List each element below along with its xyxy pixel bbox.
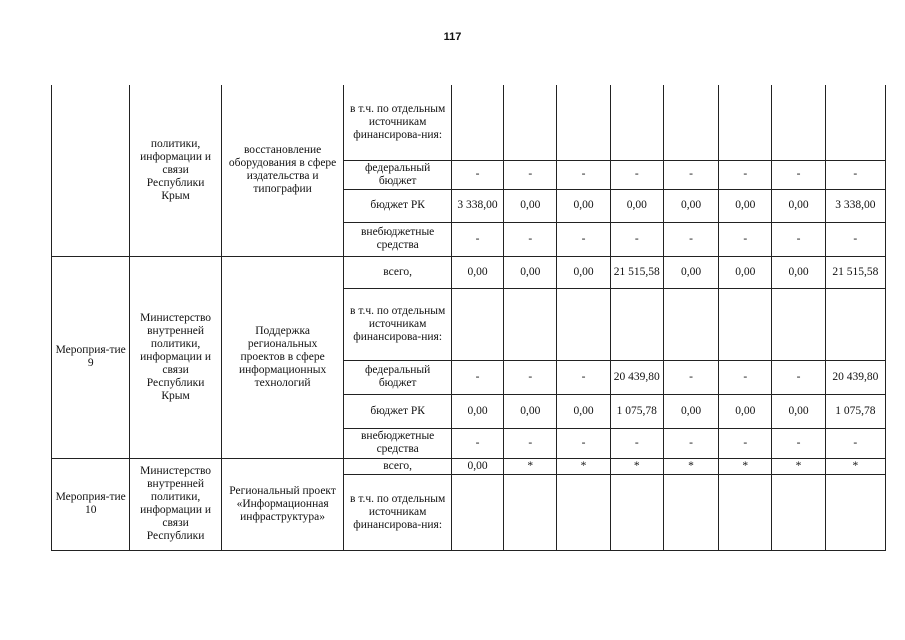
executor-cell: Министерство внутренней политики, информации и связи Республики	[130, 458, 221, 550]
value-cell: 0,00	[504, 394, 557, 428]
value-cell: -	[504, 160, 557, 189]
value-cell	[825, 85, 885, 160]
value-cell: 0,00	[504, 189, 557, 222]
value-cell: 0,00	[772, 394, 825, 428]
source-label: всего,	[344, 256, 452, 288]
value-cell	[504, 474, 557, 550]
project-cell: Поддержка региональных проектов в сфере информационных технологий	[221, 256, 344, 458]
source-label: в т.ч. по отдельным источникам финансирова-ния:	[344, 474, 452, 550]
value-cell: -	[825, 160, 885, 189]
value-cell: 20 439,80	[610, 360, 663, 394]
value-cell	[772, 474, 825, 550]
value-cell	[451, 288, 503, 360]
value-cell	[772, 288, 825, 360]
source-label: в т.ч. по отдельным источникам финансирова-ния:	[344, 85, 452, 160]
value-cell: 0,00	[451, 458, 503, 474]
value-cell: *	[825, 458, 885, 474]
table-row	[52, 458, 886, 474]
value-cell: -	[451, 360, 503, 394]
value-cell: -	[557, 360, 610, 394]
event-cell: Мероприя-тие 9	[52, 256, 130, 458]
page-number: 117	[443, 31, 462, 43]
value-cell: -	[504, 360, 557, 394]
executor-cell: политики, информации и связи Республики Крым	[130, 85, 221, 256]
table-row	[52, 256, 886, 288]
value-cell: *	[557, 458, 610, 474]
value-cell: 0,00	[772, 189, 825, 222]
value-cell: 1 075,78	[610, 394, 663, 428]
value-cell: 0,00	[451, 394, 503, 428]
value-cell: *	[504, 458, 557, 474]
value-cell: -	[557, 428, 610, 458]
value-cell: -	[719, 160, 772, 189]
value-cell: 0,00	[719, 394, 772, 428]
value-cell: 21 515,58	[825, 256, 885, 288]
value-cell	[825, 474, 885, 550]
source-label: всего,	[344, 458, 452, 474]
value-cell	[610, 288, 663, 360]
value-cell: 0,00	[557, 256, 610, 288]
value-cell: 0,00	[610, 189, 663, 222]
value-cell: 0,00	[719, 189, 772, 222]
value-cell: 0,00	[663, 189, 718, 222]
value-cell: 0,00	[772, 256, 825, 288]
value-cell	[663, 288, 718, 360]
value-cell	[451, 474, 503, 550]
value-cell: -	[451, 160, 503, 189]
source-label: федеральный бюджет	[344, 160, 452, 189]
value-cell: 3 338,00	[825, 189, 885, 222]
value-cell	[610, 85, 663, 160]
value-cell: -	[772, 160, 825, 189]
value-cell	[719, 85, 772, 160]
project-cell: восстановление оборудования в сфере издательства и типографии	[221, 85, 344, 256]
value-cell: -	[663, 428, 718, 458]
value-cell: -	[663, 360, 718, 394]
value-cell: -	[719, 222, 772, 256]
value-cell	[719, 288, 772, 360]
value-cell: 0,00	[663, 256, 718, 288]
source-label: в т.ч. по отдельным источникам финансирова-ния:	[344, 288, 452, 360]
event-cell	[52, 85, 130, 256]
value-cell: 20 439,80	[825, 360, 885, 394]
source-label: федеральный бюджет	[344, 360, 452, 394]
value-cell	[504, 288, 557, 360]
source-label: бюджет РК	[344, 189, 452, 222]
value-cell: -	[610, 428, 663, 458]
value-cell: 21 515,58	[610, 256, 663, 288]
value-cell	[825, 288, 885, 360]
funding-table	[51, 85, 886, 551]
value-cell: -	[772, 360, 825, 394]
value-cell	[557, 288, 610, 360]
value-cell	[557, 85, 610, 160]
value-cell: -	[719, 360, 772, 394]
value-cell: 0,00	[719, 256, 772, 288]
value-cell: -	[504, 222, 557, 256]
value-cell: -	[663, 222, 718, 256]
value-cell	[451, 85, 503, 160]
value-cell: 0,00	[557, 394, 610, 428]
value-cell: 0,00	[663, 394, 718, 428]
value-cell	[663, 85, 718, 160]
table-row	[52, 85, 886, 160]
source-label: внебюджетные средства	[344, 222, 452, 256]
value-cell	[557, 474, 610, 550]
value-cell: -	[825, 222, 885, 256]
value-cell	[719, 474, 772, 550]
value-cell: *	[610, 458, 663, 474]
source-label: внебюджетные средства	[344, 428, 452, 458]
value-cell: -	[719, 428, 772, 458]
value-cell	[663, 474, 718, 550]
value-cell	[610, 474, 663, 550]
value-cell: -	[610, 222, 663, 256]
value-cell: -	[451, 222, 503, 256]
value-cell: 0,00	[504, 256, 557, 288]
value-cell: 0,00	[451, 256, 503, 288]
value-cell: -	[504, 428, 557, 458]
value-cell: -	[663, 160, 718, 189]
project-cell: Региональный проект «Информационная инфраструктура»	[221, 458, 344, 550]
value-cell: *	[719, 458, 772, 474]
value-cell: *	[772, 458, 825, 474]
event-cell: Мероприя-тие 10	[52, 458, 130, 550]
executor-cell: Министерство внутренней политики, информации и связи Республики Крым	[130, 256, 221, 458]
value-cell: -	[825, 428, 885, 458]
value-cell	[504, 85, 557, 160]
source-label: бюджет РК	[344, 394, 452, 428]
value-cell: *	[663, 458, 718, 474]
value-cell	[772, 85, 825, 160]
value-cell: -	[451, 428, 503, 458]
value-cell: -	[557, 222, 610, 256]
value-cell: -	[772, 222, 825, 256]
value-cell: 0,00	[557, 189, 610, 222]
value-cell: 3 338,00	[451, 189, 503, 222]
value-cell: -	[557, 160, 610, 189]
value-cell: -	[610, 160, 663, 189]
value-cell: 1 075,78	[825, 394, 885, 428]
value-cell: -	[772, 428, 825, 458]
